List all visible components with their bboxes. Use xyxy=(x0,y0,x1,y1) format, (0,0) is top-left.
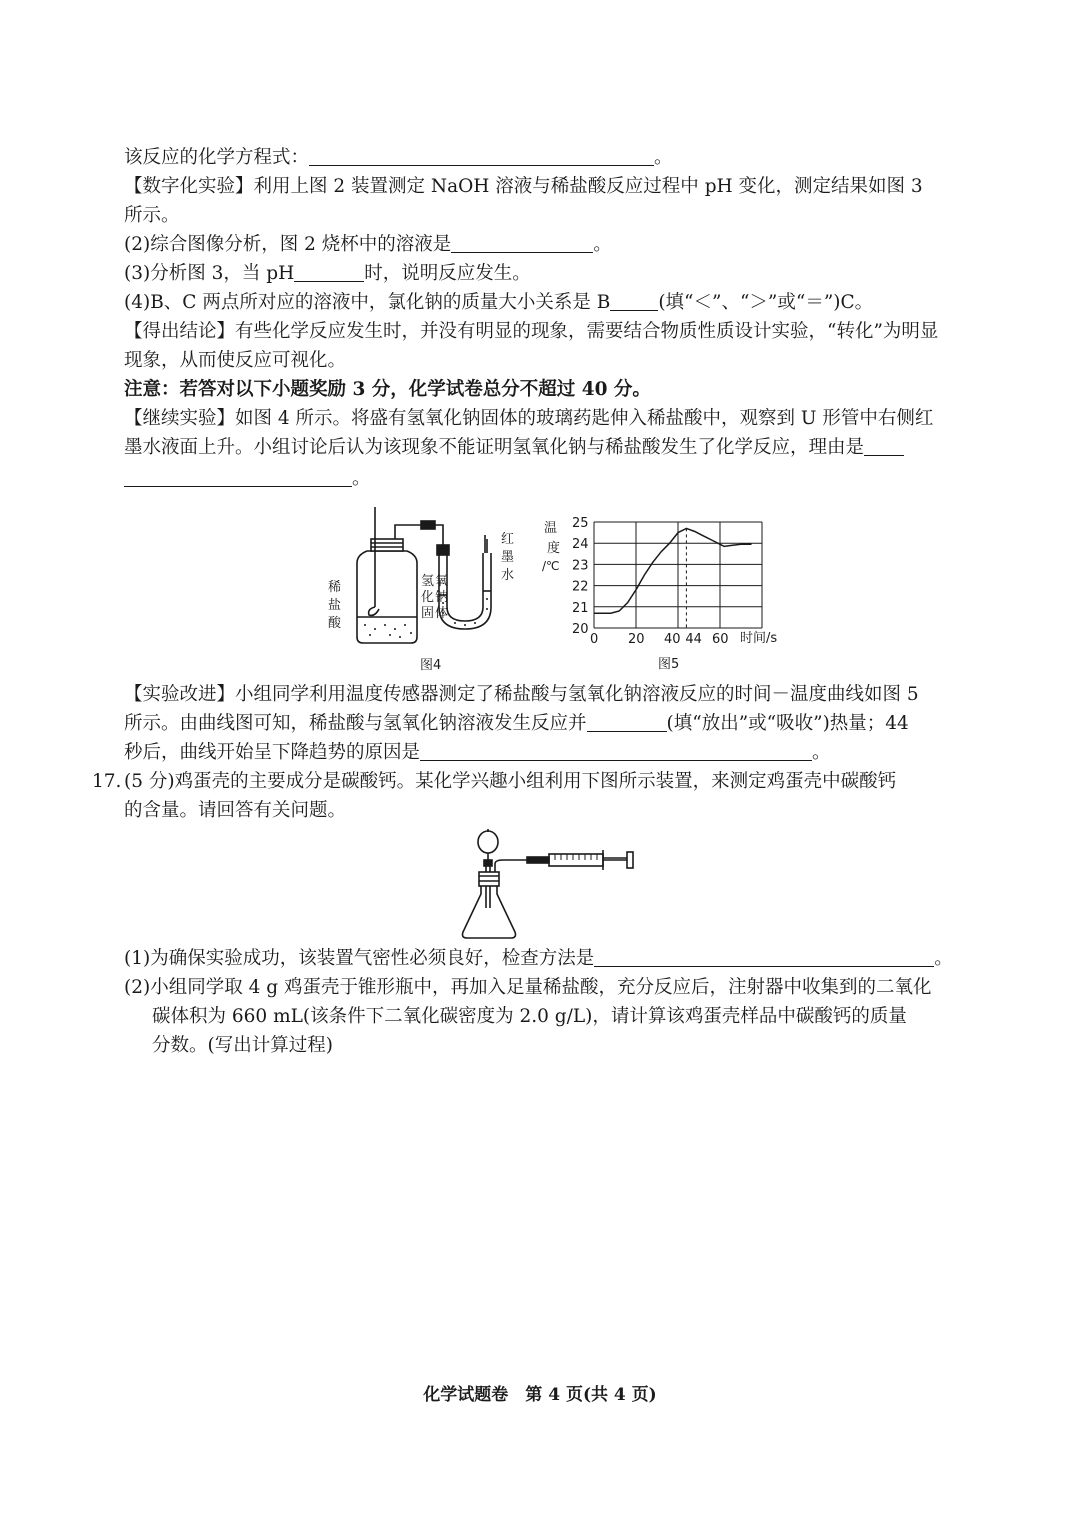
question-17-1: (1)为确保实验成功，该装置气密性必须良好，检查方法是 。 xyxy=(124,948,953,969)
answer-blank[interactable] xyxy=(864,437,904,456)
fig4-label-mid-3: 固 xyxy=(421,606,435,621)
fig4-label-left-2: 盐 xyxy=(328,598,342,613)
page-footer: 化学试题卷 第 4 页(共 4 页) xyxy=(423,1385,657,1405)
fig4-label-left-3: 酸 xyxy=(328,616,342,631)
text-line: 所示。 xyxy=(124,205,180,226)
text-line: 碳体积为 660 mL(该条件下二氧化碳密度为 2.0 g/L)，请计算该鸡蛋壳样品中碳酸钙的质量 xyxy=(152,1006,907,1027)
text-line: 分数。(写出计算过程) xyxy=(152,1035,333,1056)
x-tick-label: 20 xyxy=(628,632,645,647)
fig4-label-mid-1: 氢 xyxy=(421,574,435,589)
y-tick-label: 20 xyxy=(572,622,589,637)
answer-blank[interactable] xyxy=(294,263,364,282)
fig4-caption: 图4 xyxy=(420,658,442,673)
y-tick-label: 25 xyxy=(572,516,589,531)
fig4-label-mid-4: 氧 xyxy=(435,574,449,589)
y-tick-label: 22 xyxy=(572,579,589,595)
y-tick-label: 21 xyxy=(572,600,589,616)
fig4-label-right-1: 红 xyxy=(501,532,515,547)
figure-5-chart xyxy=(540,512,800,674)
fig4-label-mid-6: 体 xyxy=(435,606,449,621)
question-17-stem: (5 分)鸡蛋壳的主要成分是碳酸钙。某化学兴趣小组利用下图所示装置，来测定鸡蛋壳中碳酸钙 xyxy=(124,771,897,792)
fig4-label-right-2: 墨 xyxy=(501,550,515,565)
equation-prompt: 该反应的化学方程式： xyxy=(124,147,310,168)
y-tick-label: 24 xyxy=(572,537,589,553)
answer-blank[interactable] xyxy=(587,713,667,732)
answer-blank[interactable] xyxy=(309,147,654,166)
x-tick-label: 0 xyxy=(590,632,599,647)
fig4-label-right-3: 水 xyxy=(501,568,515,583)
answer-blank[interactable] xyxy=(610,292,658,311)
fig4-label-mid-2: 化 xyxy=(421,590,435,605)
fig4-label-mid-5: 钠 xyxy=(435,590,449,605)
temperature-curve xyxy=(594,528,752,613)
text-line: 的含量。请回答有关问题。 xyxy=(124,800,347,821)
x-tick-label: 40 xyxy=(664,632,681,647)
bonus-note: 注意：若答对以下小题奖励 3 分，化学试卷总分不超过 40 分。 xyxy=(124,379,651,400)
x-tick-label: 44 xyxy=(685,632,702,647)
text-line: 【得出结论】有些化学反应发生时，并没有明显的现象，需要结合物质性质设计实验，“转化”为明显 xyxy=(124,321,939,342)
figure-4-apparatus xyxy=(315,495,525,675)
text-line: 【数字化实验】利用上图 2 装置测定 NaOH 溶液与稀盐酸反应过程中 pH 变化，测定结果如图 3 xyxy=(124,176,923,197)
text-line: 墨水液面上升。小组讨论后认为该现象不能证明氢氧化钠与稀盐酸发生了化学反应，理由是 xyxy=(124,435,984,461)
answer-blank[interactable] xyxy=(451,234,593,253)
fig5-xlabel: 时间/s xyxy=(740,631,778,646)
question-4: (4)B、C 两点所对应的溶液中，氯化钠的质量大小关系是 B (填“＜”、“＞”或“＝”)C。 xyxy=(124,292,874,313)
y-tick-label: 23 xyxy=(572,558,589,574)
x-tick-label: 60 xyxy=(712,632,729,647)
fig5-ylabel-2: 度 xyxy=(547,541,561,556)
question-17-2: (2)小组同学取 4 g 鸡蛋壳于锥形瓶中，再加入足量稀盐酸，充分反应后，注射器中收集到的二氧化 xyxy=(124,977,932,998)
flask-syringe-apparatus xyxy=(455,828,645,942)
fig4-label-left-1: 稀 xyxy=(328,580,342,595)
answer-blank[interactable] xyxy=(420,742,812,761)
fig5-ylabel-1: 温 xyxy=(544,521,558,536)
text-line: 现象，从而使反应可视化。 xyxy=(124,350,347,371)
question-2: (2)综合图像分析，图 2 烧杯中的溶液是 。 xyxy=(124,234,612,255)
text-line: 秒后，曲线开始呈下降趋势的原因是 。 xyxy=(124,742,831,763)
question-17-number: 17. xyxy=(92,771,122,792)
question-3: (3)分析图 3，当 pH 时，说明反应发生。 xyxy=(124,263,531,284)
text-line: 【实验改进】小组同学利用温度传感器测定了稀盐酸与氢氧化钠溶液反应的时间－温度曲线如图 5 xyxy=(124,684,919,705)
text-line: 。 xyxy=(124,466,984,492)
text-line: 该反应的化学方程式： 。 xyxy=(124,147,673,168)
fig5-ylabel-3: /℃ xyxy=(542,559,560,573)
text-line: 【继续实验】如图 4 所示。将盛有氢氧化钠固体的玻璃药匙伸入稀盐酸中，观察到 U 形管中右侧红 xyxy=(124,408,934,429)
answer-blank[interactable] xyxy=(124,468,352,487)
fig5-caption: 图5 xyxy=(658,657,680,672)
text-line: 所示。由曲线图可知，稀盐酸与氢氧化钠溶液发生反应并 (填“放出”或“吸收”)热量；44 xyxy=(124,713,909,734)
answer-blank[interactable] xyxy=(594,948,934,967)
